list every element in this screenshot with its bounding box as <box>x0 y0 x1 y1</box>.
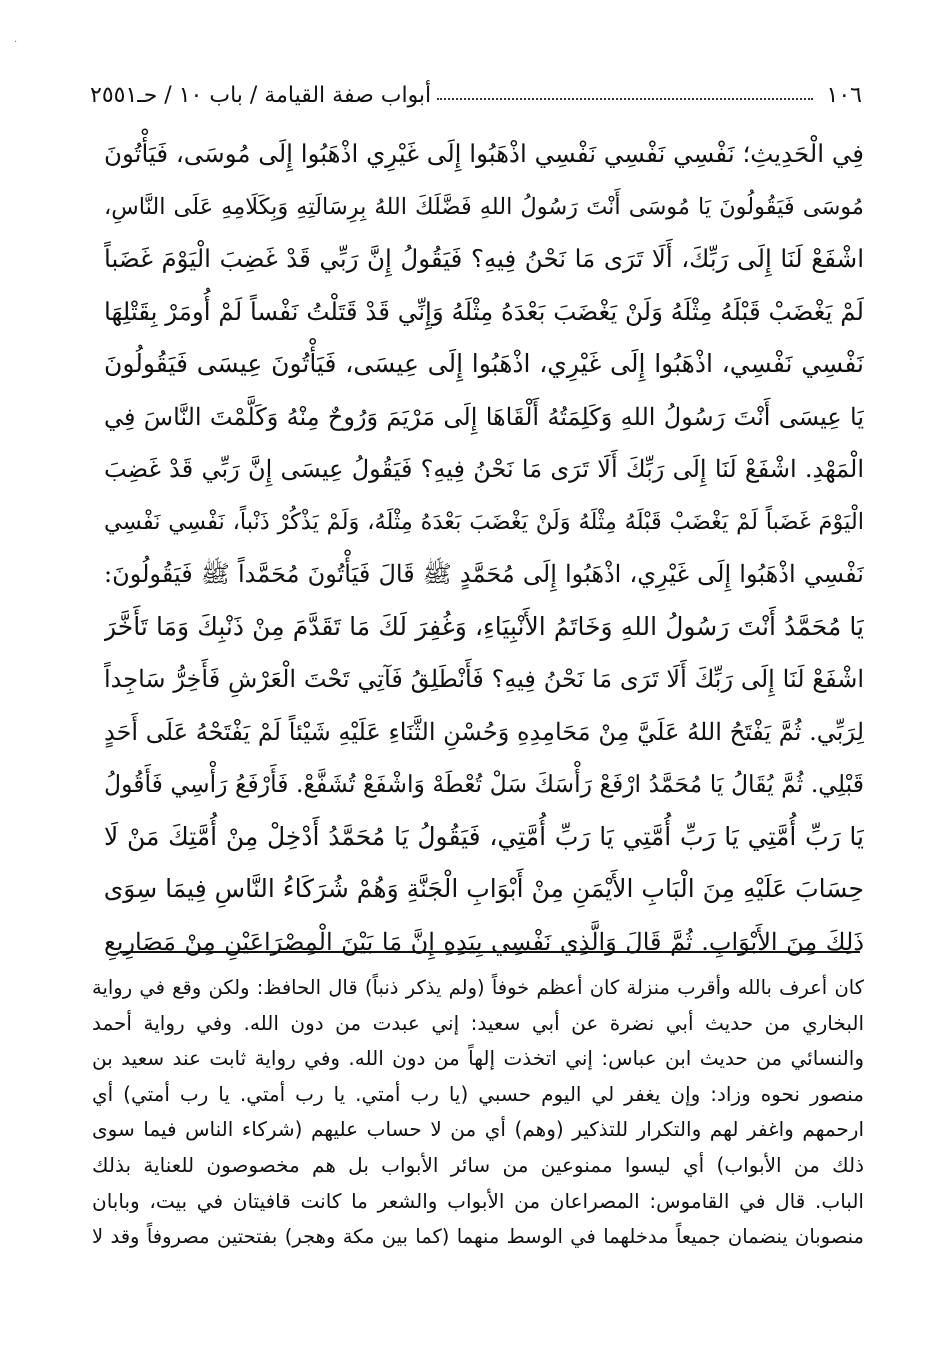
footnote-line: ذلك من الأبواب) أي ليسوا ممنوعين من سائر الأبواب بل هم مخصوصون للعناية بذلك <box>92 1152 864 1177</box>
text-line: اشْفَعْ لَنَا إِلَى رَبِّكَ، أَلَا تَرَى مَا نَحْنُ فِيهِ؟ فَيَقُولُ إِنَّ رَبِّي قَدْ غَضِبَ الْيَوْمَ غَضَباً <box>104 244 864 273</box>
footnote-line: كان أعرف بالله وأقرب منزلة كان أعظم خوفاً (ولم يذكر ذنباً) قال الحافظ: ولكن وقع في رواية <box>92 976 864 999</box>
text-line: مُوسَى فَيَقُولُونَ يَا مُوسَى أَنْتَ رَسُولُ اللهِ فَضَّلَكَ اللهُ بِرِسَالَتِهِ وَبِكَلَامِهِ عَلَى النَّاسِ، <box>104 193 864 220</box>
chapter-title: أبواب صفة القيامة / باب ١٠ / حـ٢٥٥١ <box>90 83 432 108</box>
header-dot-leader <box>437 98 812 100</box>
hadith-text <box>104 128 864 968</box>
margin-mark: . <box>14 34 18 45</box>
text-line: نَفْسِي نَفْسِي، اذْهَبُوا إِلَى غَيْرِي، اذْهَبُوا إِلَى عِيسَى، فَيَأْتُونَ عِيسَى فَيَقُولُونَ <box>104 349 864 378</box>
footnote-separator <box>120 951 860 953</box>
footnote-line: منصور نحوه وزاد: وإن يغفر لي اليوم حسبي (يا رب أمتي. يا رب أمتي. يا رب أمتي) أي <box>92 1081 864 1106</box>
footnote-line: الباب. قال في القاموس: المصراعان من الأبواب والشعر ما كانت قافيتان في بيت، وبابان <box>92 1188 864 1213</box>
text-line: لِرَبِّي. ثُمَّ يَفْتَحُ اللهُ عَلَيَّ مِنْ مَحَامِدِهِ وَحُسْنِ الثَّنَاءِ عَلَيْهِ شَيْئاً لَمْ يَفْتَحْهُ عَلَى أَحَدٍ <box>104 717 864 746</box>
footnote-line: ارحمهم واغفر لهم والتكرار للتذكير (وهم) أي من لا حساب عليهم (شركاء الناس فيما سوى <box>92 1117 864 1142</box>
commentary-footnote <box>92 970 864 1255</box>
running-header <box>90 68 862 108</box>
text-line: لَمْ يَغْضَبْ قَبْلَهُ مِثْلَهُ وَلَنْ يَغْضَبَ بَعْدَهُ مِثْلَهُ وَإِنِّي قَدْ قَتَلْتُ نَفْساً لَمْ أُومَرْ بِقَتْلِهَا <box>104 296 864 326</box>
text-line: الْيَوْمَ غَضَباً لَمْ يَغْضَبْ قَبْلَهُ مِثْلَهُ وَلَنْ يَغْضَبَ بَعْدَهُ مِثْلَهُ، وَلَمْ يَذْكُرْ ذَنْباً، نَفْسِي نَفْسِي <box>104 508 864 535</box>
text-line: نَفْسِي اذْهَبُوا إِلَى غَيْرِي، اذْهَبُوا إِلَى مُحَمَّدٍ ﷺ قَالَ فَيَأْتُونَ مُحَمَّداً ﷺ فَيَقُولُونَ: <box>104 560 864 588</box>
text-line: اشْفَعْ لَنَا إِلَى رَبِّكَ أَلَا تَرَى مَا نَحْنُ فِيهِ؟ فَأَنْطَلِقُ فَآتِي تَحْتَ الْعَرْشِ فَأَخِرُّ سَاجِداً <box>104 665 864 693</box>
text-line: فِي الْحَدِيثِ؛ نَفْسِي نَفْسِي نَفْسِي اذْهَبُوا إِلَى غَيْرِي اذْهَبُوا إِلَى مُوسَى، فَيَأْتُونَ <box>104 139 864 168</box>
text-line: يَا مُحَمَّدُ أَنْتَ رَسُولُ اللهِ وَخَاتَمُ الأَنْبِيَاءِ، وَغُفِرَ لَكَ مَا تَقَدَّمَ مِنْ ذَنْبِكَ وَمَا تَأَخَّرَ <box>104 611 864 641</box>
text-line: يَا رَبِّ أُمَّتِي يَا رَبِّ أُمَّتِي يَا رَبِّ أُمَّتِي، فَيَقُولُ يَا مُحَمَّدُ أَدْخِلْ مِنْ أُمَّتِكَ مَنْ لَا <box>104 821 864 851</box>
text-line: الْمَهْدِ. اشْفَعْ لَنَا إِلَى رَبِّكَ أَلَا تَرَى مَا نَحْنُ فِيهِ؟ فَيَقُولُ عِيسَى إِنَّ رَبِّي قَدْ غَضِبَ <box>104 455 864 483</box>
footnote-line: والنسائي من حديث ابن عباس: إني اتخذت إلهاً من دون الله. وفي رواية ثابت عند سعيد بن <box>92 1046 864 1071</box>
text-line: يَا عِيسَى أَنْتَ رَسُولُ اللهِ وَكَلِمَتُهُ أَلْقَاهَا إِلَى مَرْيَمَ وَرُوحٌ مِنْهُ وَكَلَّمْتَ النَّاسَ فِي <box>104 402 864 431</box>
text-line: ذَلِكَ مِنَ الأَبْوَابِ. ثُمَّ قَالَ وَالَّذِي نَفْسِي بِيَدِهِ إِنَّ مَا بَيْنَ الْمِصْرَاعَيْنِ مِنْ مَصَارِيعِ <box>104 927 864 956</box>
footnote-line: البخاري من حديث أبي نضرة عن أبي سعيد: إني عبدت من دون الله. وفي رواية أحمد <box>92 1010 864 1035</box>
text-line: حِسَابَ عَلَيْهِ مِنَ الْبَابِ الأَيْمَنِ مِنْ أَبْوَابِ الْجَنَّةِ وَهُمْ شُرَكَاءُ النَّاسِ فِيمَا سِوَى <box>104 874 864 903</box>
footnote-line: منصوبان ينضمان جميعاً مدخلهما في الوسط منهما (كما بين مكة وهجر) بفتحتين مصروفاً وقد لا <box>92 1225 864 1249</box>
text-line: قَبْلِي. ثُمَّ يُقَالُ يَا مُحَمَّدُ ارْفَعْ رَأْسَكَ سَلْ تُعْطَهْ وَاشْفَعْ تُشَفَّعْ. فَأَرْفَعُ رَأْسِي فَأَقُولُ <box>104 770 864 798</box>
page-number: ١٠٦ <box>826 83 862 108</box>
